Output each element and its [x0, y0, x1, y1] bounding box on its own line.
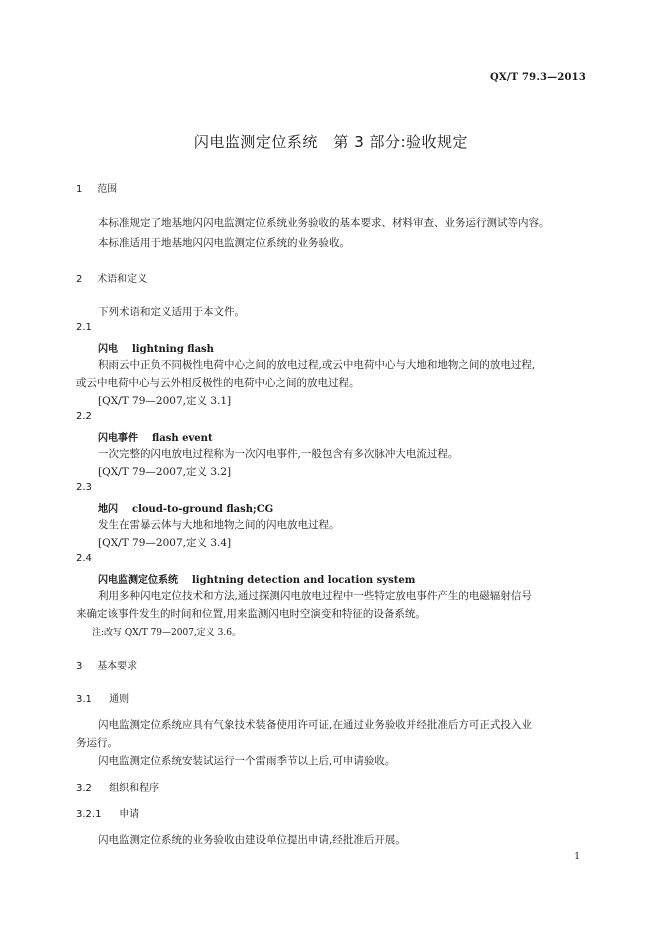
definition-line: 积雨云中正负不同极性电荷中心之间的放电过程,或云中电荷中心与大地和地物之间的放电过程,	[98, 359, 536, 371]
term-en: lightning detection and location system	[192, 575, 416, 586]
term-en: lightning flash	[132, 344, 214, 355]
section-title: 基本要求	[97, 661, 138, 672]
term-cn: 闪电监测定位系统	[98, 575, 178, 586]
term-cn: 闪电事件	[98, 433, 138, 444]
paragraph: 闪电监测定位系统的业务验收由建设单位提出申请,经批准后开展。	[98, 834, 406, 846]
section-number: 3.1	[76, 694, 92, 705]
term-number: 2.2	[76, 411, 92, 422]
paragraph: 本标准适用于地基地闪闪电监测定位系统的业务验收。	[98, 237, 350, 249]
definition-line: 利用多种闪电定位技术和方法,通过探测闪电放电过程中一些特定放电事件产生的电磁辐射信号	[98, 590, 532, 602]
definition-reference: [QX/T 79—2007,定义 3.1]	[98, 395, 232, 407]
section-heading-3	[76, 657, 137, 672]
paragraph: 闪电监测定位系统安装试运行一个雷雨季节以上后,可申请验收。	[98, 755, 396, 767]
definition-line: 发生在雷暴云体与大地和地物之间的闪电放电过程。	[98, 519, 340, 531]
term-cn: 地闪	[98, 504, 118, 515]
definition-line: 一次完整的闪电放电过程称为一次闪电事件,一般包含有多次脉冲大电流过程。	[98, 448, 459, 460]
term-title	[98, 500, 273, 515]
definition-reference: [QX/T 79—2007,定义 3.4]	[98, 537, 232, 549]
definition-reference: [QX/T 79—2007,定义 3.2]	[98, 466, 232, 478]
paragraph: 下列术语和定义适用于本文件。	[98, 306, 245, 318]
section-heading-2	[76, 270, 147, 285]
definition-line: 来确定该事件发生的时间和位置,用来监测闪电时空演变和特征的设备系统。	[76, 608, 426, 620]
section-title: 申请	[119, 809, 140, 820]
definition-line: 或云中电荷中心与云外相反极性的电荷中心之间的放电过程。	[76, 377, 360, 389]
term-title	[98, 429, 213, 444]
document-title: 闪电监测定位系统 第 3 部分:验收规定	[193, 133, 469, 151]
subsection-heading-3-1	[76, 690, 129, 705]
term-number: 2.1	[76, 322, 92, 333]
section-number: 3	[76, 661, 83, 672]
term-en: cloud-to-ground flash;CG	[132, 504, 274, 515]
section-number: 3.2	[76, 783, 92, 794]
term-number: 2.3	[76, 482, 92, 493]
term-title	[98, 340, 214, 355]
definition-note: 注:改写 QX/T 79—2007,定义 3.6。	[92, 628, 241, 638]
term-cn: 闪电	[98, 344, 118, 355]
page-number: 1	[574, 852, 580, 862]
subsection-heading-3-2-1	[76, 805, 139, 820]
paragraph-line: 务运行。	[76, 737, 118, 749]
section-number: 2	[76, 274, 83, 285]
section-number: 3.2.1	[76, 809, 102, 820]
section-title: 范围	[97, 184, 118, 195]
subsection-heading-3-2	[76, 779, 159, 794]
section-title: 通则	[109, 694, 130, 705]
term-en: flash event	[152, 433, 213, 444]
paragraph: 本标准规定了地基地闪闪电监测定位系统业务验收的基本要求、材料审查、业务运行测试等内容。	[98, 217, 550, 229]
term-title	[98, 571, 415, 586]
section-heading-1	[76, 180, 117, 195]
paragraph-line: 闪电监测定位系统应具有气象技术装备使用许可证,在通过业务验收并经批准后方可正式投入业	[98, 719, 532, 731]
term-number: 2.4	[76, 553, 92, 564]
section-title: 组织和程序	[109, 783, 160, 794]
standard-code: QX/T 79.3—2013	[489, 72, 586, 83]
section-number: 1	[76, 184, 83, 195]
section-title: 术语和定义	[97, 274, 148, 285]
